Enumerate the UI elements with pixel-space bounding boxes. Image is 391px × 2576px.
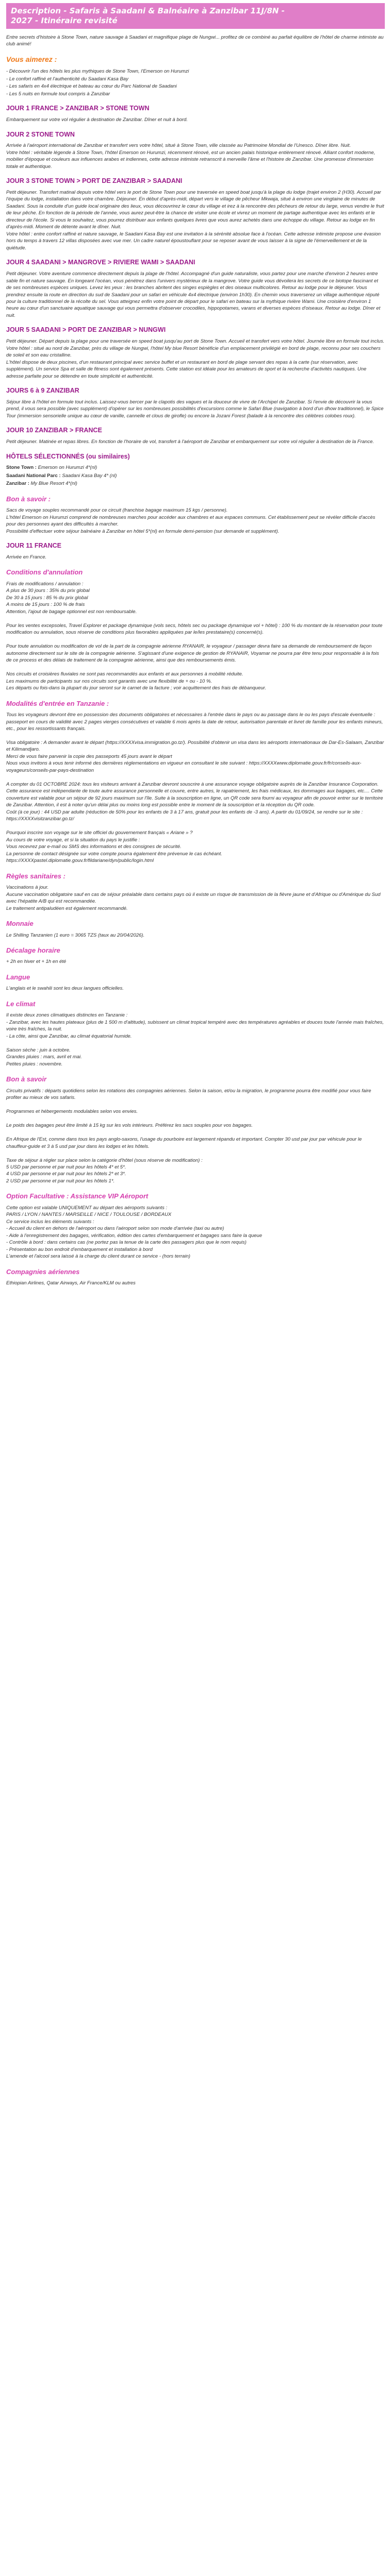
hotel-name: Saadani Kasa Bay 4* (nl) — [62, 472, 117, 479]
day-1-heading: JOUR 1 FRANCE > ZANZIBAR > STONE TOWN — [6, 105, 150, 112]
monnaie-text: Le Shilling Tanzanien (1 euro = 3065 TZS (taux au 20/04/2026). — [6, 932, 145, 938]
day-2-section — [6, 130, 385, 171]
bon-a-savoir-1-section — [6, 495, 385, 535]
hotel-location: Saadani National Parc : — [6, 472, 61, 479]
hotels-heading: HÔTELS SÉLECTIONNÉS (ou similaires) — [6, 452, 130, 460]
climat-text: Il existe deux zones climatiques distinctes en Tanzanie : - Zanzibar, avec les hautes plateaux (plus de 1 500 m d'altitude), subissent un climat tropical tempéré avec des températures agréables et douces toute l'année mais fraîches, voire très fraîches, la nuit. - La côte, ainsi que Zanzibar, au climat équatorial humide. Saison sèche : juin à octobre. Grandes pluies : mars, avril et mai. Petites pluies : novembre. — [6, 1012, 384, 1067]
bon-a-savoir-1-heading: Bon à savoir : — [6, 495, 51, 503]
hotel-name: Emerson on Hurumzi 4*(nl) — [38, 465, 97, 471]
conditions-text: Frais de modifications / annulation : A plus de 30 jours : 35% du prix global De 30 à 15 jours : 85 % du prix global A moins de 15 jours : 100 % de frais Attention, l'ajout de bagage optionnel est non remboursable. Pour les ventes excepsoles, Travel Explorer et package dynamique (vols secs, hôtels sec ou package dynamique vol + hôtel) : 100 % du montant de la réservation pour toute modification ou annulation, sous réserve de conditions plus favorables appliquées par le/les prestataire(s) concerné(s). Pour toute annulation ou modification de vol de la part de la compagnie aérienne RYANAIR, le voyageur / passager devra faire sa demande de remboursement de façon autonome directement sur le site de la compagnie aérienne. S'agissant d'une exigence de gestion de RYANAIR, Voyamar ne pourra par être tenu pour responsable à la fois de ce process et des délais de traitement de la compagnie aérienne, ainsi que des remboursements émis. Nos circuits et croisières fluviales ne sont pas recommandés aux enfants et aux personnes à mobilité réduite. Les maximums de participants sur nos circuits sont garantis avec une flexibilité de + ou - 10 %. Les départs ou fois-dans la plupart du jour seront sur le carnet de la facture ; voir acquittement des frais de débanqueur. — [6, 581, 383, 691]
list-item: - Le confort raffiné et l'authenticité du Saadani Kasa Bay — [6, 76, 128, 82]
vous-aimerez-section — [6, 55, 385, 97]
formalites-heading: Modalités d'entrée en Tanzanie : — [6, 699, 109, 707]
decalage-heading: Décalage horaire — [6, 946, 60, 955]
companies-section — [6, 1267, 385, 1287]
intro-paragraph: Entre secrets d'histoire à Stone Town, nature sauvage à Saadani et magnifique plage de Nungwi... profitez de ce combiné au parfait équilibre de l'hôtel de charme intimiste au club animé! — [6, 34, 384, 47]
conditions-heading: Conditions d'annulation — [6, 568, 83, 577]
langue-text: L'anglais et le swahili sont les deux langues officielles. — [6, 986, 124, 992]
days-6-9-section — [6, 386, 385, 419]
conditions-section — [6, 568, 385, 691]
companies-text: Ethiopian Airlines, Qatar Airways, Air France/KLM ou autres — [6, 1280, 136, 1286]
hotel-row — [6, 480, 385, 487]
bon-a-savoir-2-section — [6, 1075, 385, 1184]
hotels-section — [6, 452, 385, 487]
day-11-text: Arrivée en France. — [6, 554, 47, 560]
decalage-text: + 2h en hiver et + 1h en été — [6, 959, 67, 965]
regles-sanitaires-text: Vaccinations à jour. Aucune vaccination obligatoire sauf en cas de séjour préalable dans certains pays où il existe un risque de transmission de la fièvre jaune et d'Afrique ou d'Amérique du Sud avec l'hépatite A/B qui est recommandée. Le traitement antipaludéen est également recommandé. — [6, 885, 381, 911]
day-10-text: Petit déjeuner. Matinée et repas libres. En fonction de l'horaire de vol, transfert à l'aéroport de Zanzibar et embarquement sur votre vol régulier à destination de la France. — [6, 439, 374, 445]
decalage-section — [6, 946, 385, 965]
day-10-heading: JOUR 10 ZANZIBAR > FRANCE — [6, 427, 102, 434]
day-4-heading: JOUR 4 SAADANI > MANGROVE > RIVIERE WAMI > SAADANI — [6, 259, 196, 266]
day-11-heading: JOUR 11 FRANCE — [6, 542, 61, 550]
langue-section — [6, 973, 385, 992]
day-3-text: Petit déjeuner. Transfert matinal depuis votre hôtel vers le port de Stone Town pour une traversée en speed boat jusqu'à la plage du lodge (trajet environ 2 (H30). Accueil par l'équipe du lodge, installation dans votre chambre. Déjeuner. En début d'après-midi, départ vers le village de pêcheur Mkwaja, situé à environ une vingtaine de minutes de Saadani. Sous la conduite d'un guide local originaire des lieux, vous découvrirez le cœur du village et irez à la rencontre des pêcheurs de retour du large, venus vendre le fruit de leur pêche. En fonction de la période de l'année, vous aurez peut-être la chance de visiter une école et vivrez un moment de partage authentique avec les enfants et le directeur de l'école. Si vous le souhaitez, vous pourrez distribuer aux enfants quelques livres que vous aurez achetés dans une échoppe du village. Retour au lodge en fin d'après-midi. Moment de détente avant le dîner. Nuit. Votre hôtel : entre confort raffiné et nature sauvage, le Saadani Kasa Bay est une invitation à la sérénité absolue face à l'océan. Cette adresse intimiste propose une évasion hors du temps à travers 12 villas disposées avec vue mer. Un cadre naturel époustouflant pour se reposer avant de vous laisser à la signe de l'émerveillement et de la quiétude. — [6, 189, 384, 251]
day-1-text: Embarquement sur votre vol régulier à destination de Zanzibar. Dîner et nuit à bord. — [6, 117, 188, 123]
option-vip-section — [6, 1192, 385, 1260]
hotel-location: Zanzibar : — [6, 481, 29, 487]
day-4-section — [6, 258, 385, 319]
bon-a-savoir-2-text: Circuits privatifs : départs quotidiens selon les rotations des compagnies aériennes. Selon la saison, et/ou la migration, le programme pourra être modifié pour vous faire profiter au mieux de vos safaris. Programmes et hébergements modulables selon vos envies. Le poids des bagages peut être limité à 15 kg sur les vols intérieurs. Préférez les sacs souples pour vos bagages. En Afrique de l'Est, comme dans tous les pays anglo-saxons, l'usage du pourboire est largement répandu et important. Compter 30 usd par jour par véhicule pour le chauffeur-guide et 3 à 5 usd par jour dans les lodges et les hôtels. Taxe de séjour à régler sur place selon la catégorie d'hôtel (sous réserve de modification) : 5 USD par personne et par nuit pour les hôtels 4* et 5*. 4 USD par personne et par nuit pour les hôtels 2* et 3*. 2 USD par personne et par nuit pour les hôtels 1*. — [6, 1088, 371, 1184]
hotel-location: Stone Town : — [6, 465, 37, 471]
companies-heading: Compagnies aériennes — [6, 1267, 80, 1276]
page-title-banner — [6, 3, 385, 29]
page-title-line-2: 2027 - Itinéraire revisité — [11, 15, 118, 25]
vous-aimerez-list — [6, 68, 385, 97]
day-2-heading: JOUR 2 STONE TOWN — [6, 130, 75, 138]
climat-section — [6, 999, 385, 1067]
monnaie-section — [6, 919, 385, 939]
list-item: - Les 5 nuits en formule tout compris à Zanzibar — [6, 91, 110, 97]
hotel-row — [6, 464, 385, 471]
day-5-section — [6, 326, 385, 380]
day-1-section — [6, 104, 385, 123]
hotel-name: My Blue Resort 4*(nl) — [30, 481, 77, 487]
option-vip-heading: Option Facultative : Assistance VIP Aéroport — [6, 1192, 149, 1200]
hotel-row — [6, 472, 385, 479]
day-4-text: Petit déjeuner. Votre aventure commence directement depuis la plage de l'hôtel. Accompagné d'un guide naturaliste, vous partez pour une marche d'environ 2 heures entre sable fin et nature sauvage. En longeant l'océan, vous pénétrez dans l'univers mystérieux de la mangrove. Votre guide vous dévoilera les secrets de ce biotope fascinant et de ses nombreuses espèces uniques. Levez les yeux : les branches abritent des singes espiègles et des oiseaux multicolores. Retour au lodge pour le déjeuner. Vous prendrez ensuite la route en direction du sud de Saadani pour un safari en véhicule 4x4 électrique (environ 1h30). En chemin vous traverserez un village authentique réputé pour la culture traditionnel de la récolte du sel. Vous atteignez enfin votre point de départ pour le safari en bateau sur la mythique rivière Wami. Une croisière d'environ 1 heure au cœur d'un sanctuaire aquatique sauvage qui vous permettra d'observer crocodiles, hippopotames, varans et diverses espèces d'oiseaux. Retour au lodge. Dîner et nuit. — [6, 271, 381, 318]
day-5-heading: JOUR 5 SAADANI > PORT DE ZANZIBAR > NUNGWI — [6, 326, 166, 334]
bon-a-savoir-1-text: Sacs de voyage souples recommandé pour ce circuit (franchise bagage maximum 15 kgs / personne). L'hôtel Emerson on Hurumzi comprend de nombreuses marches pour accéder aux chambres et aux espaces communs. Cet établissement peut se révéler difficile d'accès pour des personnes ayant des difficultés à marcher. Possibilité d'effectuer votre séjour balnéaire à Zanzibar en hôtel 5*(nl) en formule demi-pension (sur demande et supplément). — [6, 507, 376, 534]
day-2-text: Arrivée à l'aéroport international de Zanzibar et transfert vers votre hôtel, situé à Stone Town, ville classée au Patrimoine Mondial de l'Unesco. Dîner libre. Nuit. Votre hôtel : véritable légende à Stone Town, l'hôtel Emerson on Hurumzi, récemment rénové, est un ancien palais historique entièrement rénové. Alliant confort moderne, mobilier d'époque et couleurs aux influences arabes et indiennes, cette adresse intimiste retranscrit à merveille l'âme et l'histoire de Zanzibar. Une promesse d'immersion totale et authentique. — [6, 143, 376, 170]
days-6-9-text: Séjour libre à l'hôtel en formule tout inclus. Laissez-vous bercer par le clapotis des vagues et la douceur de vivre de l'Archipel de Zanzibar. Si l'envie de découvrir la vous prend, il vous sera possible (avec supplément) d'opérer sur les nombreuses possibilités d'excursions comme le Safari Blue (navigation à bord d'un dhow traditionnel), le Spice Tour (immersion sensorielle unique au cœur de vanille, cannelle et clous de girofle) ou encore la Jozani Forest (balade à la rencontre des célèbres colobes roux). — [6, 399, 384, 419]
regles-sanitaires-heading: Règles sanitaires : — [6, 872, 66, 880]
day-5-text: Petit déjeuner. Départ depuis la plage pour une traversée en speed boat jusqu'au port de Stone Town. Accueil et transfert vers votre hôtel. Journée libre en formule tout inclus. Votre hôtel : situé au nord de Zanzibar, près du village de Nungwi, l'hôtel My blue Resort bénéficie d'un emplacement privilégié en bord de plage, reconnu pour ses couchers de soleil et son eau cristalline. L'hôtel dispose de deux piscines, d'un restaurant principal avec service buffet et un restaurant en bord de plage servant des repas à la carte (sur réservation, avec supplément). Un service Spa et salle de fitness sont également présents. Cette station est idéale pour les amateurs de sport et la recherche d'activités nautiques. Une adresse parfaite pour se détendre en toute simplicité et authenticité. — [6, 338, 385, 379]
day-3-section — [6, 177, 385, 251]
formalites-section — [6, 699, 385, 865]
day-10-section — [6, 426, 385, 445]
vous-aimerez-heading: Vous aimerez : — [6, 55, 57, 64]
day-3-heading: JOUR 3 STONE TOWN > PORT DE ZANZIBAR > SAADANI — [6, 177, 183, 185]
list-item: - Découvrir l'un des hôtels les plus mythiques de Stone Town, l'Emerson on Hurumzi — [6, 69, 189, 75]
page-title-line-1: Description - Safaris à Saadani & Balnéaire à Zanzibar 11J/8N - — [11, 6, 285, 15]
option-vip-text: Cette option est valable UNIQUEMENT au départ des aéroports suivants : PARIS / LYON / NANTES / MARSEILLE / NICE / TOULOUSE / BORDEAUX Ce service inclus les éléments suivants : - Accueil du client en dehors de l'aéroport ou dans l'aéroport selon son mode d'arrivée (taxi ou autre) - Aide à l'enregistrement des bagages, vérification, édition des cartes d'embarquement et bagages sans faire la queue - Contrôle à bord : dans certains cas (ne portez pas la tenue de la carte des passagers plus que le nom requis) - Présentation au bon endroit d'embarquement et installation à bord L'amende et l'alcool sera laissé à la charge du client durant ce service - (hors terrain) — [6, 1205, 262, 1260]
climat-heading: Le climat — [6, 999, 36, 1008]
langue-heading: Langue — [6, 973, 30, 981]
day-11-section — [6, 541, 385, 561]
monnaie-heading: Monnaie — [6, 920, 34, 928]
list-item: - Les safaris en 4x4 électrique et bateau au cœur du Parc National de Saadani — [6, 83, 177, 90]
days-6-9-heading: JOURS 6 à 9 ZANZIBAR — [6, 387, 79, 395]
bon-a-savoir-2-heading: Bon à savoir — [6, 1075, 47, 1083]
regles-sanitaires-section — [6, 872, 385, 912]
formalites-text: Tous les voyageurs devront être en possession des documents obligatoires et nécessaires à l'entrée dans le pays ou au passage dans le ou les pays d'escale éventuelle : passeport en cours de validité avec 2 pages vierges consécutives et valable 6 mois après la date de retour, autorisation parentale et livret de famille pour les enfants mineurs, etc., pour les ressortissants français. Visa obligatoire : A demander avant le départ (https://XXXXvisa.immigration.go.tz/). Possibilité d'obtenir un visa dans les aéroports internationaux de Dar-Es-Salaam, Zanzibar et Kilimandjaro. Merci de vous faire parvenir la copie des passeports 45 jours avant le départ Nous vous invitons à vous tenir informé des dernières réglementations en vigueur en consultant le site suivant : https://XXXXwww.diplomatie.gouv.fr/fr/conseils-aux-voyageurs/conseils-par-pays-destination A compter du 01 OCTOBRE 2024: tous les visiteurs arrivant à Zanzibar devront souscrire à une assurance voyage obligatoire auprès de la Zanzibar Insurance Corporation. Cette assurance est indépendante de toute autre assurance personnelle et couvre, entre autres, le rapatriement, les frais médicaux, les dommages aux bagages, etc.... Cette couverture est valable pour un séjour de 92 jours maximum sur l'île. Suite à la souscription en ligne, un QR code sera fourni au voyageur afin de pouvoir entrer sur le territoire de Zanzibar. Attention, il est à noter qu'un délai plus ou moins long est possible entre le moment de la souscription et la réception du QR code. Coût (à ce jour) : 44 USD par adulte (réduction de 50% pour les enfants de 3 à 17 ans, gratuit pour les enfants de -3 ans). A partir du 01/09/24, se rendre sur le site : https://XXXXvisitzanzibar.go.tz/ Pourquoi inscrire son voyage sur le site officiel du gouvernement français « Ariane » ? Au cours de votre voyage, et si la situation du pays le justifie : Vous recevrez par e-mail ou SMS des informations et des consignes de sécurité. La personne de contact désignée sur votre compte pourra également être prévenue le cas échéant. https://XXXXpastel.diplomatie.gouv.fr/fildariane/dyn/public/login.html — [6, 712, 384, 864]
